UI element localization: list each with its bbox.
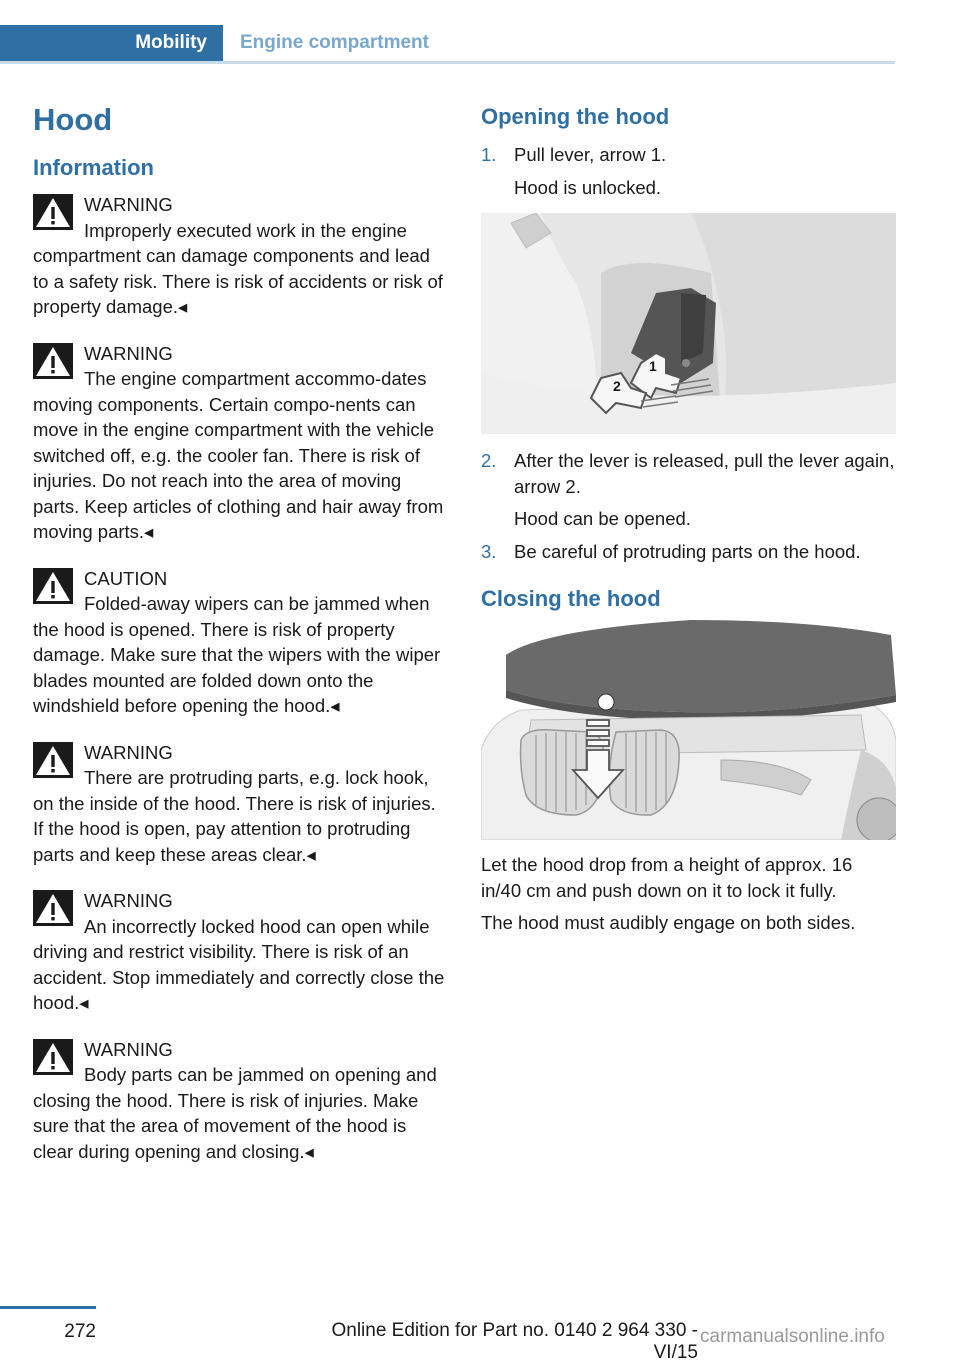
step-result: Hood can be opened. xyxy=(514,508,691,529)
warning-text: The engine compartment accommo-dates moving components. Certain compo-nents can move in the engine compartment with the vehicle switched off, e.g. the cooler fan. There is risk of injuries. Do not reach into the area of moving parts. Keep articles of clothing and hair away from moving parts.◂ xyxy=(33,368,444,542)
warning-text: Body parts can be jammed on opening and closing the hood. There is risk of injuries. Make sure that the area of movement of the hood is clear during opening and closing.◂ xyxy=(33,1064,437,1162)
warning-label: WARNING xyxy=(84,342,173,364)
warning-block xyxy=(33,1037,448,1165)
step-text: After the lever is released, pull the lever again, arrow 2. xyxy=(514,450,895,497)
warning-label: WARNING xyxy=(84,194,173,215)
header-bar xyxy=(0,25,895,64)
closing-note: The hood must audibly engage on both sides. xyxy=(481,912,856,933)
step-number: 2. xyxy=(481,450,497,471)
arrow-label-2: 2 xyxy=(613,378,621,394)
section-heading-opening: Opening the hood xyxy=(481,104,670,129)
warning-text: Improperly executed work in the engine compartment can damage components and lead to a safety risk. There is risk of accidents or risk of property damage.◂ xyxy=(33,219,443,317)
warning-text: There are protruding parts, e.g. lock hook, on the inside of the hood. There is risk of injuries. If the hood is open, pay attention to protruding parts and keep these areas clear.◂ xyxy=(33,767,436,865)
step-3 xyxy=(481,539,896,565)
arrow-label-1: 1 xyxy=(649,358,657,374)
step-number: 1. xyxy=(481,144,497,165)
warning-triangle-icon xyxy=(33,742,73,778)
step-1 xyxy=(481,142,896,200)
edition-info: Online Edition for Part no. 0140 2 964 330 - VI/15 xyxy=(331,1320,698,1363)
page-number: 272 xyxy=(0,1306,96,1343)
hood-release-lever-illustration xyxy=(481,213,896,434)
warning-label: WARNING xyxy=(84,741,173,763)
closing-hood-illustration xyxy=(481,620,896,840)
warning-triangle-icon xyxy=(33,890,73,926)
chapter-tab-engine-compartment[interactable]: Engine compartment xyxy=(240,32,429,53)
step-number: 3. xyxy=(481,540,497,562)
section-heading-information: Information xyxy=(33,155,154,180)
warning-triangle-icon xyxy=(33,194,73,230)
section-heading-closing: Closing the hood xyxy=(481,586,661,611)
closing-instruction: Let the hood drop from a height of approx. 16 in/40 cm and push down on it to lock it fully. xyxy=(481,854,853,901)
warning-triangle-icon xyxy=(33,568,73,604)
step-text: Be careful of protruding parts on the hood. xyxy=(514,540,861,562)
section-tab-mobility[interactable]: Mobility xyxy=(0,25,223,61)
warning-text: An incorrectly locked hood can open while driving and restrict visibility. There is risk of an accident. Stop immediately and correctly close the hood.◂ xyxy=(33,915,445,1013)
warning-block xyxy=(33,192,448,320)
warnings-list xyxy=(33,192,448,1164)
warning-block xyxy=(33,888,448,1016)
left-column xyxy=(33,100,448,1185)
warning-block xyxy=(33,341,448,545)
right-column xyxy=(481,100,896,943)
warning-label: WARNING xyxy=(84,1038,173,1060)
page-title: Hood xyxy=(33,102,113,137)
step-result: Hood is unlocked. xyxy=(514,176,662,198)
step-2 xyxy=(481,448,896,532)
step-text: Pull lever, arrow 1. xyxy=(514,144,667,165)
warning-block xyxy=(33,566,448,719)
warning-block xyxy=(33,740,448,868)
watermark: carmanualsonline.info xyxy=(700,1326,885,1347)
warning-triangle-icon xyxy=(33,343,73,379)
warning-label: CAUTION xyxy=(84,567,168,589)
warning-triangle-icon xyxy=(33,1039,73,1075)
warning-label: WARNING xyxy=(84,890,173,911)
warning-text: Folded-away wipers can be jammed when the hood is opened. There is risk of property damage. Make sure that the wipers with the wiper blades mounted are folded down onto the windshield before opening the hood.◂ xyxy=(33,593,441,716)
